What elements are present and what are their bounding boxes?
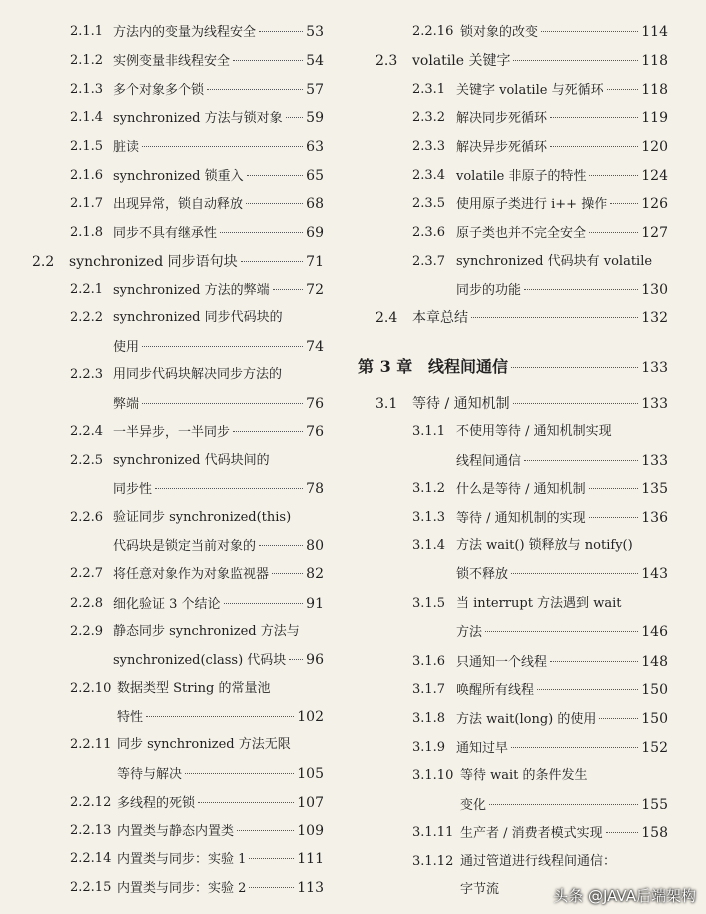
toc-entry-page: 111 [297,851,324,867]
toc-entry-page: 132 [641,310,668,326]
toc-entry-title: 同步的功能 [456,283,522,298]
toc-entry-title: 细化验证 3 个结论 [113,597,221,612]
toc-entry-page: 150 [641,682,668,698]
toc-entry-title: 只通知一个线程 [456,655,548,670]
toc-entry [0,137,706,157]
toc-entry-title: 方法内的变量为线程安全 [113,25,257,40]
toc-entry-page: 133 [641,396,668,412]
toc-entry-title: volatile 非原子的特性 [456,169,587,184]
toc-entry-page: 68 [306,196,324,212]
toc-entry-title: synchronized 代码块有 volatile [456,254,653,269]
toc-entry-page: 74 [306,339,324,355]
toc-entry-title: 内置类与同步：实验 2 [117,881,247,896]
toc-entry-title: 线程间通信 [456,454,522,469]
toc-entry-title: 方法 wait() 锁释放与 notify() [456,538,633,553]
toc-entry-number: 2.1.3 [70,82,104,97]
toc-entry-page: 72 [306,282,324,298]
toc-entry-page: 133 [641,453,668,469]
toc-entry [0,536,706,556]
toc-entry-page: 130 [641,282,668,298]
dot-leader [607,89,639,90]
toc-entry [0,51,706,71]
dot-leader [550,117,638,118]
toc-entry-title: synchronized 方法与锁对象 [113,111,283,126]
toc-entry [0,594,706,614]
toc-entry-title: 多线程的死锁 [117,796,196,811]
toc-entry-number: 2.2.13 [70,823,112,838]
toc-entry-title: 解决异步死循环 [456,140,548,155]
toc-entry [0,680,706,700]
toc-entry-page: 54 [306,53,324,69]
toc-entry-title: 使用原子类进行 i++ 操作 [456,197,608,212]
toc-entry-number: 2.2.7 [70,566,104,581]
toc-entry-number: 3.1 [375,396,398,412]
dot-leader [524,289,638,290]
toc-entry-number: 第 3 章 [358,357,413,376]
toc-entry-title: 锁不释放 [456,567,509,582]
toc-entry [0,852,706,872]
toc-entry-page: 150 [641,711,668,727]
toc-entry [0,795,706,815]
toc-entry-title: 什么是等待 / 通知机制 [456,482,586,497]
dot-leader [485,631,638,632]
toc-entry-number: 3.1.1 [412,424,446,439]
dot-leader [511,747,638,748]
dot-leader [606,832,639,833]
toc-entry-page: 133 [641,360,668,376]
toc-entry-title: 使用 [113,340,140,355]
toc-entry-page: 124 [641,168,668,184]
toc-entry-page: 119 [641,110,668,126]
dot-leader [541,31,638,32]
toc-entry-number: 3.1.8 [412,711,446,726]
toc-entry-title: synchronized 同步代码块的 [113,310,283,325]
toc-entry-number: 2.4 [375,310,398,326]
toc-entry-title: synchronized 锁重入 [113,169,244,184]
toc-entry-number: 2.3.3 [412,139,446,154]
toc-entry-title: 用同步代码块解决同步方法的 [113,367,283,382]
toc-entry-number: 2.1.6 [70,168,104,183]
dot-leader [550,661,638,662]
toc-entry-title: 出现异常，锁自动释放 [113,197,244,212]
toc-entry [0,223,706,243]
toc-entry-number: 2.1.1 [70,24,104,39]
dot-leader [142,346,303,347]
toc-entry [0,80,706,100]
toc-entry-title: synchronized 方法的弊端 [113,283,270,298]
toc-entry-page: 91 [306,596,324,612]
watermark: 头条 @JAVA后端架构 [553,887,696,905]
toc-entry [0,22,706,42]
toc-entry-title: 字节流 [460,882,500,897]
toc-entry-title: 同步不具有继承性 [113,226,218,241]
toc-entry [0,564,706,584]
toc-entry-title: 特性 [117,710,144,725]
toc-entry-page: 102 [297,709,324,725]
toc-entry-number: 2.1.5 [70,139,104,154]
toc-entry-title: 方法 wait(long) 的使用 [456,712,597,727]
toc-entry-number: 2.1.2 [70,53,104,68]
toc-entry [0,337,706,357]
toc-entry-title: 内置类与静态内置类 [117,824,235,839]
toc-entry [0,823,706,843]
dot-leader [599,718,638,719]
toc-entry-title: 脏读 [113,140,140,155]
toc-entry-title: 锁对象的改变 [460,25,539,40]
toc-entry [0,308,706,328]
toc-entry-title: 同步性 [113,482,153,497]
toc-entry-title: 本章总结 [412,310,468,326]
toc-entry [0,766,706,786]
toc-entry [0,166,706,186]
toc-entry-number: 3.1.9 [412,740,446,755]
toc-entry-title: synchronized 同步语句块 [69,254,238,270]
toc-entry-number: 2.2.16 [412,24,454,39]
toc-entry-page: 71 [306,254,324,270]
toc-entry-number: 2.2.12 [70,795,112,810]
toc-entry-title: 多个对象多个锁 [113,83,205,98]
toc-entry-page: 65 [306,168,324,184]
toc-entry-number: 2.2.11 [70,737,112,752]
toc-entry-page: 63 [306,139,324,155]
dot-leader [471,317,638,318]
toc-entry [0,508,706,528]
toc-entry-page: 148 [641,654,668,670]
toc-entry [0,652,706,672]
toc-entry-page: 109 [297,823,324,839]
toc-entry-page: 105 [297,766,324,782]
toc-entry-number: 3.1.3 [412,510,446,525]
toc-entry-title: 代码块是锁定当前对象的 [113,539,257,554]
toc-entry-title: 不使用等待 / 通知机制实现 [456,424,612,439]
toc-entry-page: 152 [641,740,668,756]
toc-entry-number: 2.2.2 [70,310,104,325]
toc-entry-page: 114 [641,24,668,40]
dot-leader [589,517,639,518]
toc-entry-page: 146 [641,624,668,640]
toc-entry-page: 69 [306,225,324,241]
toc-entry-number: 2.3.7 [412,254,446,269]
toc-entry-page: 82 [306,566,324,582]
toc-entry [0,738,706,758]
toc-entry-page: 120 [641,139,668,155]
toc-entry-title: 关键字 volatile 与死循环 [456,83,604,98]
toc-entry-page: 113 [297,880,324,896]
toc-entry-title: 等待 / 通知机制 [412,396,510,412]
toc-entry-page: 143 [641,566,668,582]
toc-entry-title: 弊端 [113,397,140,412]
toc-entry-page: 57 [306,82,324,98]
toc-entry-title: 一半异步，一半同步 [113,425,231,440]
toc-entry-number: 2.3.2 [412,110,446,125]
toc-entry-page: 126 [641,196,668,212]
toc-entry [0,622,706,642]
toc-entry-number: 3.1.4 [412,538,446,553]
toc-entry-number: 2.2 [32,254,55,270]
toc-entry-title: 变化 [460,798,487,813]
toc-entry-title: 验证同步 synchronized(this) [113,510,292,525]
toc-entry-page: 136 [641,510,668,526]
toc-entry-number: 3.1.2 [412,481,446,496]
toc-entry-number: 2.2.4 [70,424,104,439]
toc-entry-number: 2.3.5 [412,196,446,211]
toc-entry-number: 2.1.4 [70,110,104,125]
toc-entry-number: 3.1.6 [412,654,446,669]
dot-leader [524,460,638,461]
toc-entry-page: 127 [641,225,668,241]
dot-leader [589,232,638,233]
toc-entry-number: 2.2.10 [70,681,112,696]
toc-entry-number: 2.2.14 [70,851,112,866]
toc-entry-title: 原子类也并不完全安全 [456,226,587,241]
toc-entry [0,422,706,442]
toc-entry-title: volatile 关键字 [412,53,511,69]
toc-entry [0,252,706,272]
toc-entry-number: 2.2.5 [70,453,104,468]
toc-entry-title: 同步 synchronized 方法无限 [117,737,291,752]
toc-entry-number: 2.1.7 [70,196,104,211]
toc-entry [0,194,706,214]
toc-entry-title: 方法 [456,625,483,640]
toc-entry [0,108,706,128]
toc-entry-number: 3.1.7 [412,682,446,697]
toc-entry-title: 解决同步死循环 [456,111,548,126]
toc-entry-title: synchronized 代码块间的 [113,453,270,468]
toc-entry-title: 等待与解决 [117,767,183,782]
toc-entry-number: 2.2.1 [70,282,104,297]
toc-entry-page: 107 [297,795,324,811]
dot-leader [589,488,639,489]
toc-entry-number: 2.3.4 [412,168,446,183]
toc-entry [0,709,706,729]
dot-leader [537,689,638,690]
toc-entry-title: 生产者 / 消费者模式实现 [460,826,603,841]
toc-entry-title: 唤醒所有线程 [456,683,535,698]
toc-entry-title: 静态同步 synchronized 方法与 [113,624,300,639]
toc-entry-number: 2.3.1 [412,82,446,97]
toc-entry-number: 2.2.3 [70,367,104,382]
dot-leader [513,403,639,404]
toc-entry-number: 2.1.8 [70,225,104,240]
toc-entry-title: 将任意对象作为对象监视器 [113,567,270,582]
toc-entry-page: 78 [306,481,324,497]
toc-entry-number: 3.1.5 [412,596,446,611]
toc-entry-number: 2.2.9 [70,624,104,639]
toc-entry-title: 内置类与同步：实验 1 [117,852,247,867]
toc-entry-title: 通过管道进行线程间通信： [460,854,617,869]
toc-entry-number: 2.3 [375,53,398,69]
toc-entry [0,451,706,471]
toc-entry-title: 数据类型 String 的常量池 [117,681,271,696]
toc-entry-title: 线程间通信 [428,357,509,376]
toc-entry-page: 118 [641,82,668,98]
dot-leader [589,175,638,176]
toc-entry-title: 等待 / 通知机制的实现 [456,511,586,526]
toc-entry-title: 当 interrupt 方法遇到 wait [456,596,622,611]
toc-entry-title: synchronized(class) 代码块 [113,653,287,668]
toc-entry-number: 2.2.15 [70,880,112,895]
toc-entry-page: 155 [641,797,668,813]
toc-entry-title: 实例变量非线程安全 [113,54,231,69]
dot-leader [511,573,638,574]
toc-entry [0,357,706,377]
toc-entry-number: 2.2.8 [70,596,104,611]
toc-entry-page: 53 [306,24,324,40]
toc-entry-page: 135 [641,481,668,497]
toc-entry-title: 通知过早 [456,741,509,756]
toc-entry [0,479,706,499]
toc-entry-number: 3.1.11 [412,825,454,840]
toc-entry-title: 等待 wait 的条件发生 [460,768,588,783]
toc-entry-page: 76 [306,396,324,412]
dot-leader [513,60,638,61]
toc-entry-page: 80 [306,538,324,554]
toc-entry-number: 3.1.10 [412,768,454,783]
toc-entry-number: 3.1.12 [412,854,454,869]
toc-entry [0,280,706,300]
dot-leader [511,367,638,368]
toc-entry-page: 118 [641,53,668,69]
dot-leader [550,146,638,147]
toc-entry-page: 59 [306,110,324,126]
toc-entry-page: 76 [306,424,324,440]
toc-entry [0,394,706,414]
dot-leader [610,203,638,204]
toc-entry-page: 158 [641,825,668,841]
toc-entry-page: 96 [306,652,324,668]
dot-leader [489,804,638,805]
toc-entry-number: 2.3.6 [412,225,446,240]
toc-entry-number: 2.2.6 [70,510,104,525]
